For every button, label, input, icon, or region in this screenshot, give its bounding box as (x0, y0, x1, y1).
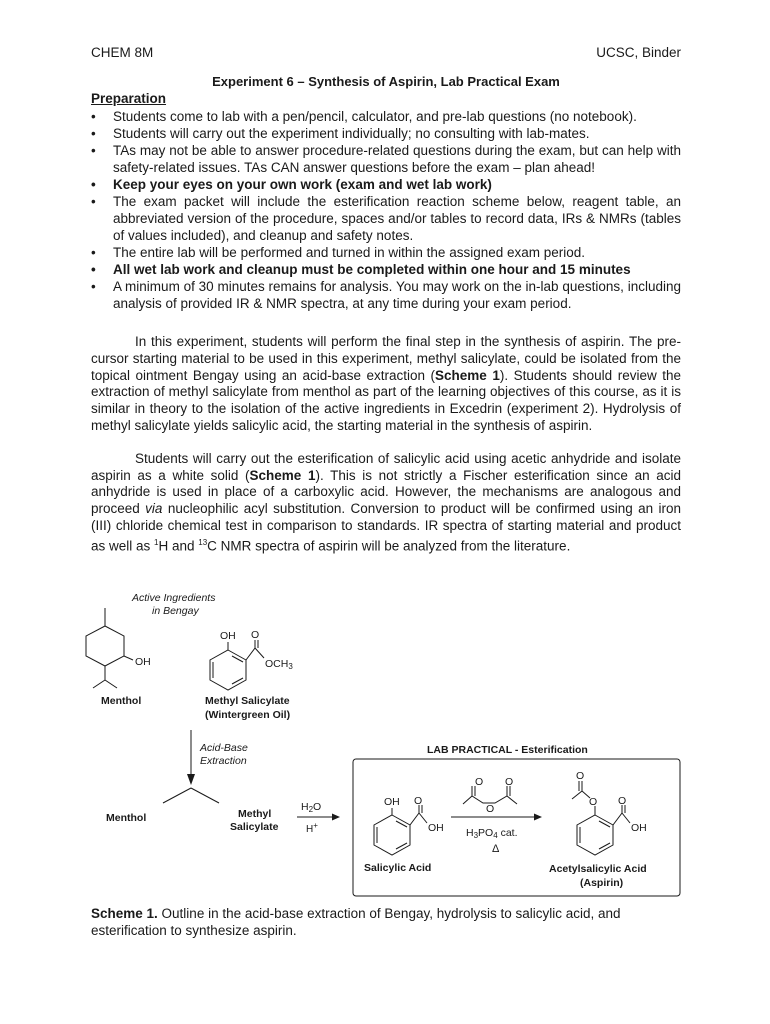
scheme-reference: Scheme 1 (435, 367, 500, 383)
institution-author: UCSC, Binder (596, 45, 681, 60)
heat-symbol: Δ (492, 843, 500, 855)
page-header (91, 45, 681, 65)
menthol-label: Menthol (101, 695, 142, 707)
menthol-structure-icon (86, 608, 133, 688)
anhydride-o-label: O (475, 776, 484, 788)
list-item: • All wet lab work and cleanup must be completed within one hour and 15 minutes (91, 261, 681, 278)
isotope-superscript: 13 (198, 537, 208, 547)
aspirin-ester-o-label: O (576, 770, 585, 782)
paragraph-text: Students will carry out the esterification of salicylic acid using acetic anhydride and isolate aspirin as a white solid ( (91, 450, 681, 483)
extraction-label: Extraction (200, 755, 247, 767)
acid-catalyst-label: H+ (306, 821, 318, 835)
aspirin-carbonyl-o-label: O (618, 795, 627, 807)
methyl-salicylate-o-label: O (251, 629, 260, 641)
course-name: CHEM 8M (91, 45, 154, 60)
menthol-product-label: Menthol (106, 812, 147, 824)
list-item: • The exam packet will include the esterification reaction scheme below, reagent table, an abbreviated version of the procedure, spaces and/or tables to record data, IRs & NMRs (tables of values included), and cleanup and safety notes. (91, 193, 681, 244)
acetic-anhydride-structure-icon (463, 786, 517, 804)
wintergreen-oil-label: (Wintergreen Oil) (205, 709, 291, 721)
caption-label: Scheme 1. (91, 906, 158, 921)
italic-term: via (145, 501, 163, 517)
isotope-superscript: 1 (154, 537, 159, 547)
esterification-arrowhead-icon (534, 814, 542, 821)
methyl-salicylate-structure-icon (210, 640, 264, 690)
water-reagent-label: H2O (301, 801, 322, 814)
salicylic-acid-o-label: O (414, 795, 423, 807)
methyl-salicylate-oh-label: OH (220, 630, 236, 642)
list-item: • Students will carry out the experiment individually; no consulting with lab-mates. (91, 125, 681, 142)
paragraph-text: ). This is not strictly a Fischer esterification since an acid anhydride is used in place of a carboxylic acid. However, the mechanisms are analogous and proceed (91, 467, 681, 517)
aspirin-ester-link-o-label: O (589, 796, 598, 808)
anhydride-bridge-o-label: O (486, 803, 495, 815)
preparation-heading: Preparation (91, 91, 167, 106)
salicylic-acid-carboxyl-oh-label: OH (428, 822, 444, 834)
extraction-arrowhead-icon (187, 774, 195, 785)
paragraph-text: H and (158, 538, 199, 554)
acetylsalicylic-acid-label: Acetylsalicylic Acid (549, 863, 647, 875)
list-item: • The entire lab will be performed and turned in within the assigned exam period. (91, 244, 681, 261)
hydrolysis-arrowhead-icon (332, 814, 340, 821)
list-item: • Students come to lab with a pen/pencil, calculator, and pre-lab questions (no notebook). (91, 108, 681, 125)
aspirin-structure-icon (572, 781, 630, 855)
active-ingredients-label: in Bengay (152, 605, 199, 617)
paragraph-text: In this experiment, students will perform the final step in the synthesis of aspirin. The pre-cursor starting material to be used in this experiment, methyl salicylate, could be isolated from the topical ointment Bengay using an acid-base extraction ( (91, 334, 681, 383)
intro-paragraph (91, 334, 681, 435)
och3-label: OCH3 (265, 658, 293, 671)
active-ingredients-label: Active Ingredients (132, 592, 216, 604)
caption-text: Outline in the acid-base extraction of Bengay, hydrolysis to salicylic acid, and esterification to synthesize aspirin. (91, 906, 621, 938)
phosphoric-acid-catalyst-label: H3PO4 cat. (466, 827, 518, 840)
list-item: • Keep your eyes on your own work (exam and wet lab work) (91, 176, 681, 193)
paragraph-text: ). Students should review the extraction of methyl salicylate from menthol as part of the learning objectives of this course, as it is similar in theory to the isolation of the active ingredients in Excedrin (experiment 2). Hydrolysis of methyl salicylate yields salicylic acid, the starting material in the synthesis of aspirin. (91, 367, 681, 433)
salicylic-acid-structure-icon (374, 805, 427, 855)
salicylic-acid-label: Salicylic Acid (364, 862, 432, 874)
split-arrow-right (191, 788, 219, 803)
aspirin-oh-label: OH (631, 822, 647, 834)
list-item: • A minimum of 30 minutes remains for analysis. You may work on the in-lab questions, including analysis of provided IR & NMR spectra, at any time during your exam period. (91, 278, 681, 312)
paragraph-text: C NMR spectra of aspirin will be analyzed from the literature. (207, 538, 571, 554)
methyl-salicylate-label: Methyl Salicylate (205, 695, 290, 707)
method-paragraph (91, 451, 681, 555)
methyl-salicylate-product-label: Salicylate (230, 821, 279, 833)
preparation-list (91, 108, 681, 312)
scheme-caption (91, 906, 691, 939)
menthol-oh-label: OH (135, 656, 151, 668)
aspirin-label: (Aspirin) (580, 877, 624, 889)
document-page (91, 45, 681, 555)
split-arrow-left (163, 788, 191, 803)
list-item: • TAs may not be able to answer procedure-related questions during the exam, but can help with safety-related issues. TAs CAN answer questions before the exam – plan ahead! (91, 142, 681, 176)
salicylic-acid-oh-label: OH (384, 796, 400, 808)
scheme-1-diagram (0, 588, 770, 908)
lab-practical-heading: LAB PRACTICAL - Esterification (427, 744, 588, 756)
document-title: Experiment 6 – Synthesis of Aspirin, Lab Practical Exam (212, 74, 560, 89)
paragraph-text: nucleophilic acyl substitution. Conversion to product will be confirmed using an iron (III) chloride chemical test in comparison to standards. IR spectra of starting material and product as well as (91, 501, 681, 554)
methyl-salicylate-product-label: Methyl (238, 808, 272, 820)
anhydride-o-label: O (505, 776, 514, 788)
acid-base-label: Acid-Base (200, 742, 248, 754)
scheme-reference: Scheme 1 (249, 467, 316, 483)
